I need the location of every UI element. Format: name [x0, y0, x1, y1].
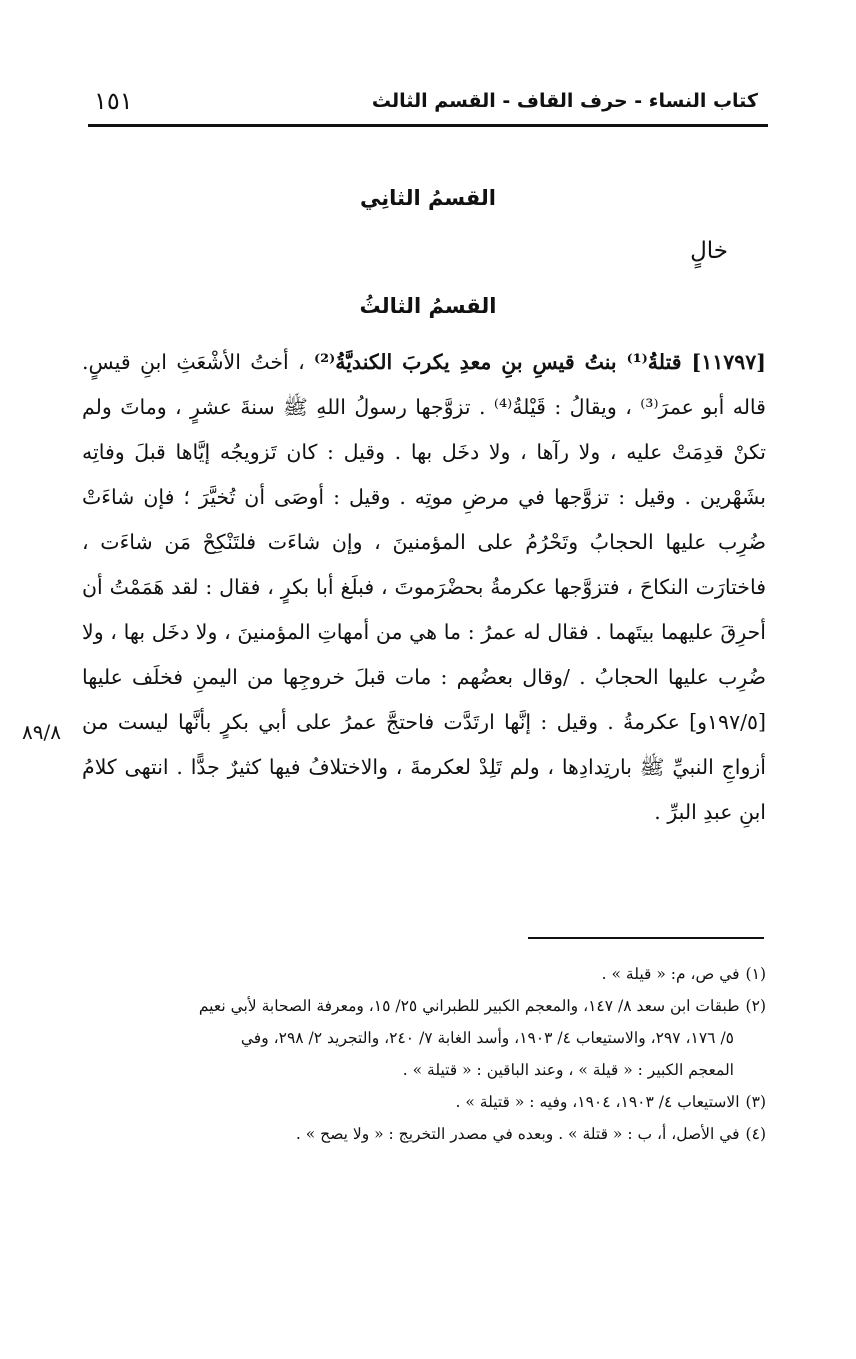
footnote-number: (٢)	[745, 997, 766, 1015]
entry-paragraph	[82, 340, 766, 835]
footnote-text: في ص، م: « قيلة » .	[601, 965, 740, 983]
header-rule	[88, 124, 768, 127]
footnote-3	[84, 1086, 766, 1118]
footnote-text: المعجم الكبير : « قيلة » ، وعند الباقين : « قتيلة » .	[402, 1061, 734, 1079]
footnote-4	[84, 1118, 766, 1150]
footnote-text: الاستيعاب ٤/ ١٩٠٣، ١٩٠٤، وفيه : « قتيلة » .	[455, 1093, 740, 1111]
footnote-text: طبقات ابن سعد ٨/ ١٤٧، والمعجم الكبير للطبراني ٢٥/ ١٥، ومعرفة الصحابة لأبي نعيم	[198, 997, 740, 1015]
footnote-rule	[528, 937, 764, 939]
entry-lead: [١١٧٩٧] قتلةُ⁽¹⁾ بنتُ قيسِ بنِ معدِ يكربَ الكنديَّةُ⁽²⁾	[314, 350, 766, 374]
footnote-2-continued	[84, 1054, 766, 1086]
section-two-heading: القسمُ الثانِي	[359, 186, 497, 210]
page-number: ١٥١	[94, 87, 133, 115]
entry-word: خالٍ	[690, 238, 728, 264]
footnote-2-continued	[84, 1022, 766, 1054]
footnote-text: في الأصل، أ، ب : « قتلة » . وبعده في مصدر التخريج : « ولا يصح » .	[295, 1125, 740, 1143]
side-reference: ٨٩/٨	[22, 720, 61, 744]
footnote-number: (٣)	[745, 1093, 766, 1111]
section-three-heading: القسمُ الثالثُ	[359, 294, 497, 318]
footnote-number: (٤)	[745, 1125, 766, 1143]
entry-text: ، أختُ الأشْعَثِ ابنِ قيسٍ. قاله أبو عمرَ⁽³⁾ ، ويقالُ : قَيْلةُ⁽⁴⁾ . تزوَّجها رسولُ اللهِ ﷺ سنةَ عشرٍ ، وماتَ ولم تكنْ قدِمَتْ عليه ، ولا رآها ، ولا دخَل بها . وقيل : كان تَزويجُه إيَّاها قبلَ وفاتِه بشَهْرين . وقيل : تزوَّجها في مرضِ موتِه . وقيل : أوصَى أن تُخيَّرَ ؛ فإن شاءَتْ ضُرِب عليها الحجابُ وتَحْرُمُ على المؤمنينَ ، وإن شاءَت فلتَنْكِحْ مَن شاءَت ، فاختارَت النكاحَ ، فتزوَّجها عكرمةُ بحضْرَموتَ ، فبلَغ أبا بكرٍ ، فقال : لقد هَمَمْتُ أن أحرِقَ عليهما بيتَهما . فقال له عمرُ : ما هي من أمهاتِ المؤمنينَ ، ولا دخَل بها ، ولا ضُرِب عليها الحجابُ . /وقال بعضُهم : مات قبلَ خروجِها من اليمنِ فخلَف عليها [١٩٧/٥و] عكرمةُ . وقيل : إنَّها ارتَدَّت فاحتجَّ عمرُ على أبي بكرٍ بأنَّها ليست من أزواجِ النبيِّ ﷺ بارتِدادِها ، ولم تَلِدْ لعكرمةَ ، والاختلافُ فيها كثيرٌ جدًّا . انتهى كلامُ ابنِ عبدِ البرِّ .	[82, 350, 766, 824]
footnote-2	[84, 990, 766, 1022]
footnote-1	[84, 958, 766, 990]
running-title: كتاب النساء - حرف القاف - القسم الثالث	[371, 90, 758, 112]
footnote-text: ٥/ ١٧٦، ٢٩٧، والاستيعاب ٤/ ١٩٠٣، وأسد الغابة ٧/ ٢٤٠، والتجريد ٢/ ٢٩٨، وفي	[240, 1029, 734, 1047]
page-header	[90, 78, 766, 124]
footnotes	[84, 958, 766, 1150]
footnote-number: (١)	[745, 965, 766, 983]
entry-body	[82, 340, 766, 835]
